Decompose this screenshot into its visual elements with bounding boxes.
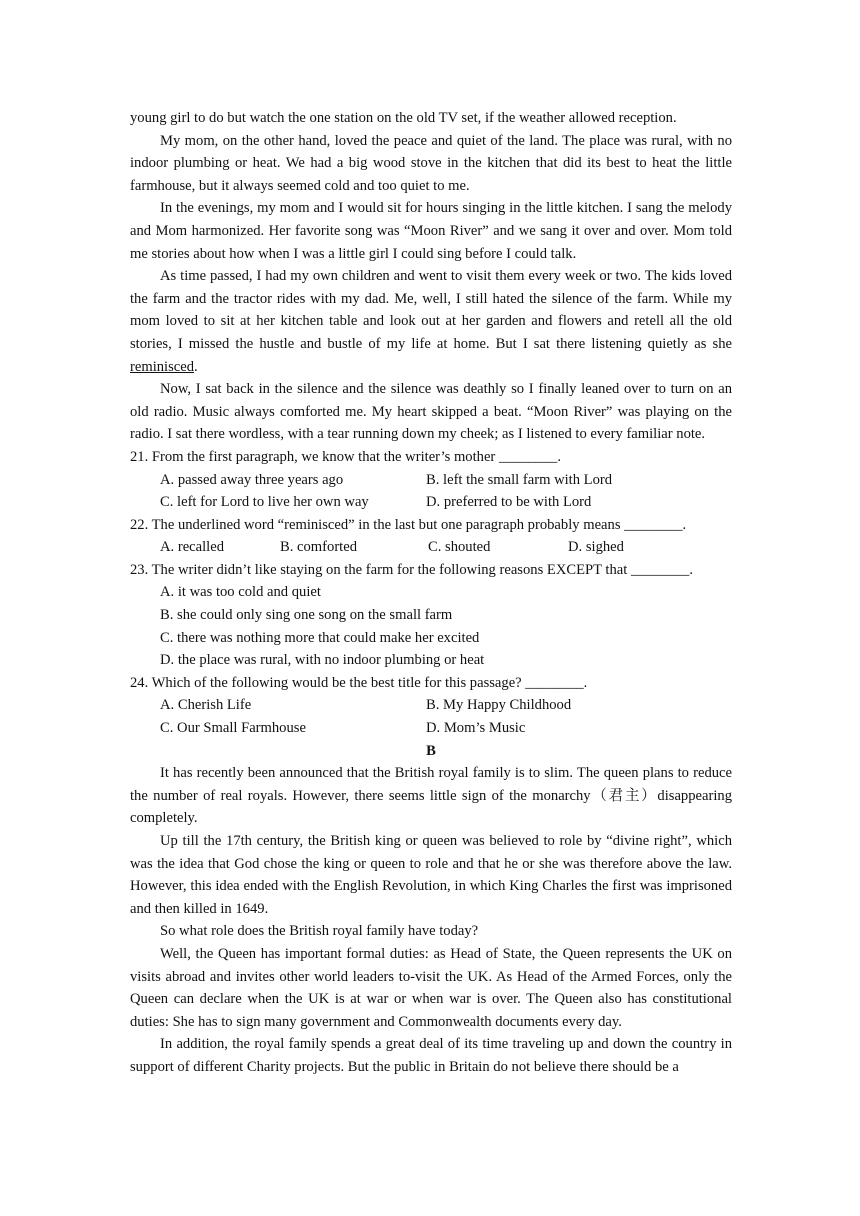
- question-21-options-row-2: [130, 491, 732, 514]
- passage-a-paragraph-3: [130, 265, 732, 378]
- question-24-option-c: C. Our Small Farmhouse: [160, 720, 306, 737]
- question-21-options-row-1: [130, 469, 732, 492]
- question-24-options-row-1: [130, 694, 732, 717]
- passage-b-paragraph-5: In addition, the royal family spends a great deal of its time traveling up and down the country in support of different Charity projects. But the public in Britain do not believe there should be a: [130, 1036, 732, 1075]
- question-22-option-c: C. shouted: [428, 539, 491, 556]
- question-23-option-b: B. she could only sing one song on the small farm: [160, 607, 453, 624]
- question-22-option-d: D. sighed: [568, 539, 624, 556]
- passage-b-paragraph-1: It has recently been announced that the British royal family is to slim. The queen plans to reduce the number of real royals. However, there seems little sign of the monarchy（君主）disappearing completely.: [130, 765, 732, 827]
- question-22-option-b: B. comforted: [280, 539, 358, 556]
- question-24-option-a: A. Cherish Life: [160, 697, 252, 714]
- question-23-option-a: A. it was too cold and quiet: [160, 584, 321, 601]
- section-heading-b: B: [426, 742, 436, 759]
- paragraph-3-text: As time passed, I had my own children and went to visit them every week or two. The kids loved the farm and the tractor rides with my dad. Me, well, I still hated the silence of the farm. While my mom loved to sit at her kitchen table and look out at her garden and flowers and retell all the old stories, I missed the hustle and bustle of my life at home. But I sat there listening quietly as she: [130, 268, 732, 352]
- question-22-option-a: A. recalled: [160, 539, 225, 556]
- question-24-option-d: D. Mom’s Music: [426, 720, 526, 737]
- passage-b-paragraph-2: Up till the 17th century, the British king or queen was believed to role by “divine right”, which was the idea that God chose the king or queen to role and that he or she was therefore above the law. However, this idea ended with the English Revolution, in which King Charles the first was imprisoned and then killed in 1649.: [130, 833, 732, 917]
- question-24-options-row-2: [130, 717, 732, 740]
- paragraph-3-end: .: [194, 358, 198, 375]
- question-23-option-c: C. there was nothing more that could make her excited: [160, 629, 480, 646]
- question-22-options: [130, 536, 732, 559]
- document-page: [130, 107, 732, 1079]
- passage-a-paragraph-1: My mom, on the other hand, loved the peace and quiet of the land. The place was rural, with no indoor plumbing or heat. We had a big wood stove in the kitchen that did its best to heat the little farmhouse, but it always seemed cold and too quiet to me.: [130, 132, 732, 194]
- question-21-option-b: B. left the small farm with Lord: [426, 471, 613, 488]
- question-22-stem: 22. The underlined word “reminisced” in the last but one paragraph probably means ________.: [130, 516, 687, 533]
- underlined-word-reminisced: reminisced: [130, 358, 195, 375]
- question-21-option-d: D. preferred to be with Lord: [426, 494, 592, 511]
- question-21-option-a: A. passed away three years ago: [160, 471, 344, 488]
- passage-a-paragraph-2: In the evenings, my mom and I would sit for hours singing in the little kitchen. I sang the melody and Mom harmonized. Her favorite song was “Moon River” and we sang it over and over. Mom told me stories about how when I was a little girl I could sing before I could talk.: [130, 200, 732, 262]
- question-23-option-d: D. the place was rural, with no indoor plumbing or heat: [160, 652, 485, 669]
- question-21-option-c: C. left for Lord to live her own way: [160, 494, 369, 511]
- question-21-stem: 21. From the first paragraph, we know that the writer’s mother ________.: [130, 448, 561, 465]
- question-23-stem: 23. The writer didn’t like staying on the farm for the following reasons EXCEPT that ________.: [130, 561, 693, 578]
- question-24-stem: 24. Which of the following would be the best title for this passage? ________.: [130, 674, 588, 691]
- passage-b-paragraph-3: So what role does the British royal family have today?: [160, 923, 479, 940]
- passage-b-paragraph-4: Well, the Queen has important formal duties: as Head of State, the Queen represents the UK on visits abroad and invites other world leaders to-visit the UK. As Head of the Armed Forces, only the Queen can declare when the UK is at war or when war is over. The Queen also has constitutional duties: She has to sign many government and Commonwealth documents every day.: [130, 945, 732, 1030]
- question-24-option-b: B. My Happy Childhood: [426, 697, 572, 714]
- passage-a-paragraph-4: Now, I sat back in the silence and the silence was deathly so I finally leaned over to turn on an old radio. Music always comforted me. My heart skipped a beat. “Moon River” was playing on the radio. I sat there wordless, with a tear running down my cheek; as I listened to every familiar note.: [130, 381, 732, 443]
- passage-a-paragraph-0: young girl to do but watch the one station on the old TV set, if the weather allowed reception.: [130, 110, 677, 126]
